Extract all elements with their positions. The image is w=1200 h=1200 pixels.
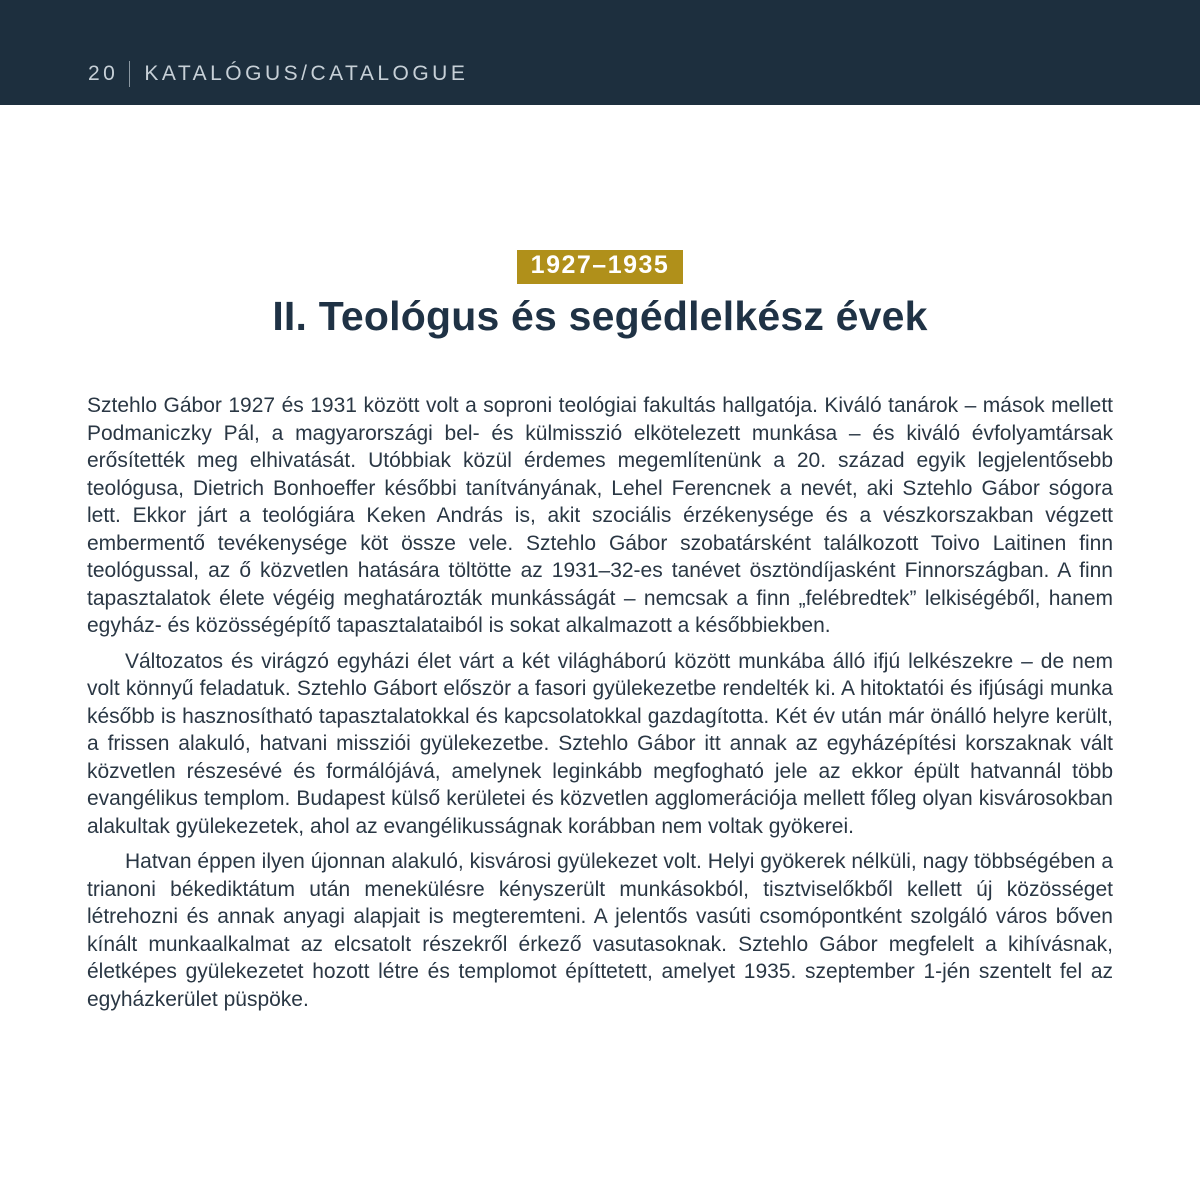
running-header [88,61,468,87]
body-paragraph: Változatos és virágzó egyházi élet várt a két világháború között munkába álló ifjú lelkészekre – de nem volt könnyű feladatuk. Sztehlo Gábort először a fasori gyülekezetbe rendelték ki. A hitoktatói és ifjúsági munka később is hasznosítható tapasztalatokkal és kapcsolatokkal gazdagította. Két év után már önálló helyre került, a frissen alakuló, hatvani missziói gyülekezetbe. Sztehlo Gábor itt annak az egyházépítési korszaknak vált közvetlen részesévé és formálójává, amelynek leginkább megfogható jele az ekkor épült hatvannál több evangélikus templom. Budapest külső kerületei és közvetlen agglomerációja mellett főleg olyan kisvárosokban alakultak gyülekezetek, ahol az evangélikusságnak korábban nem voltak gyökerei. [87,649,1113,838]
article-content [0,250,1200,1013]
header-title: KATALÓGUS/CATALOGUE [144,62,469,85]
page-header-bar [0,0,1200,105]
article-body [87,392,1113,1013]
article-title: II. Teológus és segédlelkész évek [272,293,928,339]
body-paragraph: Sztehlo Gábor 1927 és 1931 között volt a soproni teológiai fakultás hallgatója. Kiváló tanárok – mások mellett Podmaniczky Pál, a magyarországi bel- és külmisszió elkötelezett munkása – és kiváló évfolyamtársak erősítették meg elhivatását. Utóbbiak közül érdemes megemlítenünk a 20. század egyik legjelentősebb teológusa, Dietrich Bonhoeffer későbbi tanítványának, Lehel Ferencnek a nevét, aki Sztehlo Gábor sógora lett. Ekkor járt a teológiára Keken András is, akit szociális érzékenysége és a vészkorszakban végzett embermentő tevékenysége köt össze vele. Sztehlo Gábor szobatársként találkozott Toivo Laitinen finn teológussal, az ő közvetlen hatására töltötte az 1931–32-es tanévet ösztöndíjasként Finnországban. A finn tapasztalatok élete végéig meghatározták munkásságát – nemcsak a finn „felébredtek” lelkiségéből, hanem egyház- és közösségépítő tapasztalataiból is sokat alkalmazott a későbbiekben. [87,394,1113,637]
period-badge: 1927–1935 [517,250,684,284]
body-paragraph: Hatvan éppen ilyen újonnan alakuló, kisvárosi gyülekezet volt. Helyi gyökerek nélküli, nagy többségében a trianoni békediktátum után menekülésre kényszerült munkásokból, tisztviselőkből kellett új közösséget létrehozni és annak anyagi alapjait is megteremteni. A jelentős vasúti csomópontként szolgáló város bőven kínált munkaalkalmat az elcsatolt részekről érkező vasutasoknak. Sztehlo Gábor megfelelt a kihívásnak, életképes gyülekezetet hozott létre és templomot építtetett, amelyet 1935. szeptember 1-jén szentelt fel az egyházkerület püspöke. [87,850,1113,1011]
badge-row [87,250,1113,284]
header-divider [129,61,130,87]
page-number: 20 [88,62,119,85]
